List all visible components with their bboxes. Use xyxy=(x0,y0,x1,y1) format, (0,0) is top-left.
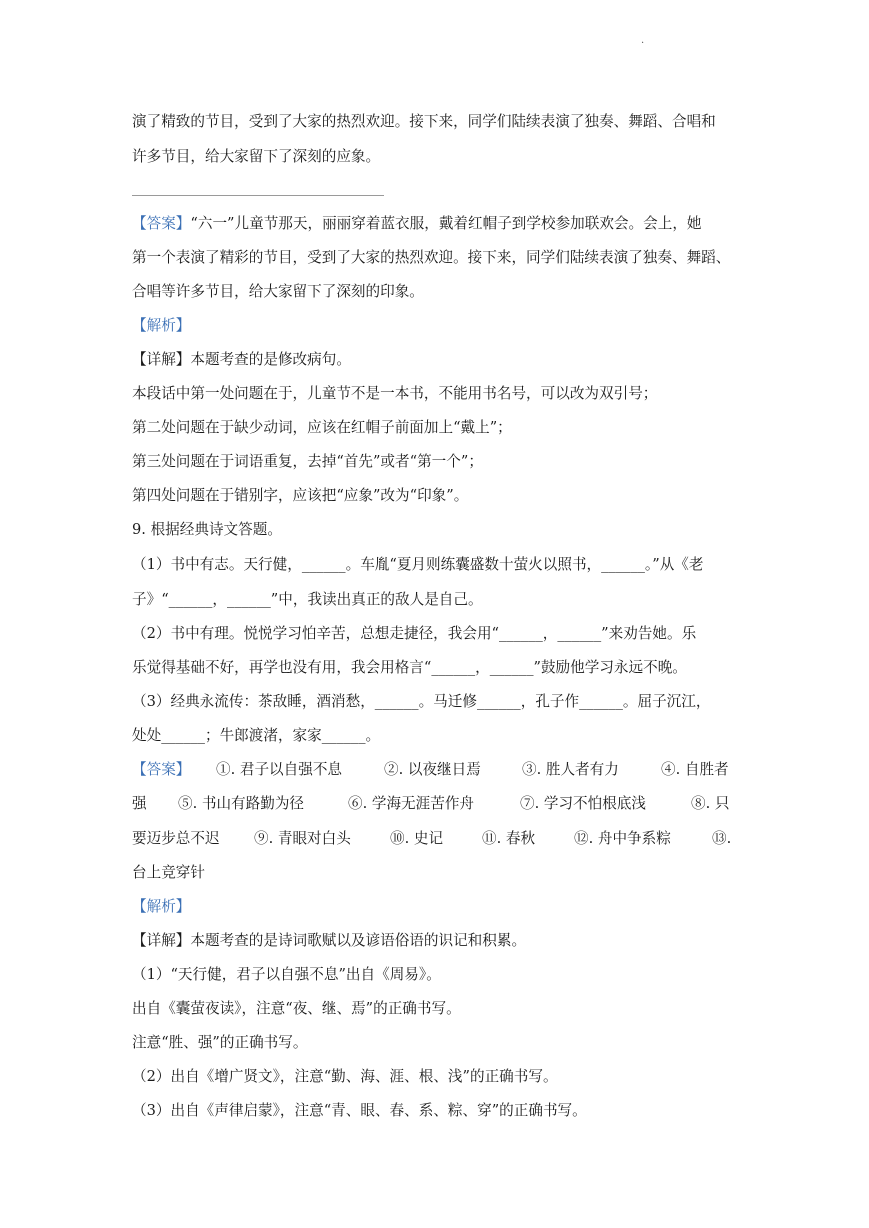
q8-point-1: 本段话中第一处问题在于，儿童节不是一本书，不能用书名号，可以改为双引号； xyxy=(132,385,658,402)
q9-note-3: 注意“胜、强”的正确书写。 xyxy=(132,1034,308,1051)
answer-item: 强 xyxy=(132,795,147,812)
answer-item: ⑥. 学海无涯苦作舟 xyxy=(348,795,475,812)
q8-detail-line xyxy=(132,349,740,371)
answer-item: ⑨. 青眼对白头 xyxy=(254,830,351,847)
answer-item: ⑪. 春秋 xyxy=(482,830,536,847)
answer-item: ⑫. 舟中争系粽 xyxy=(574,830,671,847)
answer-item: 台上竞穿针 xyxy=(132,864,205,881)
answer-item: ④. 自胜者 xyxy=(661,761,729,778)
q9-note-4: （2）出自《增广贤文》，注意“勤、海、涯、根、浅”的正确书写。 xyxy=(132,1068,558,1085)
q9-analysis-tag: 【解析】 xyxy=(132,898,191,915)
q9-line-3: （2）书中有理。悦悦学习怕辛苦，总想走捷径，我会用“______，______”来劝告她。乐 xyxy=(132,625,697,642)
q8-point-2: 第二处问题在于缺少动词，应该在红帽子前面加上“戴上”； xyxy=(132,419,512,436)
answer-item: ⑧. 只 xyxy=(691,795,730,812)
answer-item: ⑩. 史记 xyxy=(390,830,444,847)
q9-detail-text: 本题考查的是诗词歌赋以及谚语俗语的识记和积累。 xyxy=(190,932,527,949)
q9-detail-line xyxy=(132,930,740,952)
q9-note-5: （3）出自《声律启蒙》，注意“青、眼、春、系、粽、穿”的正确书写。 xyxy=(132,1102,587,1119)
detail-tag: 【详解】 xyxy=(132,351,191,368)
divider-rule xyxy=(132,195,384,196)
answer-tag: 【答案】 xyxy=(132,215,191,232)
intro-line-2: 许多节目，给大家留下了深刻的应象。 xyxy=(132,148,381,165)
q8-answer-line-3: 合唱等许多节目，给大家留下了深刻的印象。 xyxy=(132,283,424,300)
answer-item: ②. 以夜继日焉 xyxy=(384,761,481,778)
answer-item: ⑬. xyxy=(712,830,732,847)
q9-line-2: 子》“______，______”中，我读出真正的敌人是自己。 xyxy=(132,591,483,608)
q9-line-1: （1）书中有志。天行健，______。车胤“夏月则练囊盛数十萤火以照书，______。”从《老 xyxy=(132,556,704,573)
q8-answer-line-2: 第一个表演了精彩的节目，受到了大家的热烈欢迎。接下来，同学们陆续表演了独奏、舞蹈、 xyxy=(132,249,731,266)
answer-item: ⑦. 学习不怕根底浅 xyxy=(520,795,647,812)
q9-note-2: 出自《囊萤夜读》，注意“夜、继、焉”的正确书写。 xyxy=(132,1000,461,1017)
q9-answer-tag: 【答案】 xyxy=(132,761,191,778)
q9-line-5: （3）经典永流传：茶敌睡，酒消愁，______。马迁修______，孔子作______。屈子沉江， xyxy=(132,693,711,710)
q9-line-4: 乐觉得基础不好，再学也没有用，我会用格言“______，______”鼓励他学习永远不晚。 xyxy=(132,659,687,676)
q8-answer-line-1 xyxy=(132,213,740,235)
q9-title: 9. 根据经典诗文答题。 xyxy=(132,521,282,538)
detail-tag: 【详解】 xyxy=(132,932,191,949)
q9-line-6: 处处______；牛郎渡渚，家家______。 xyxy=(132,727,381,744)
q8-answer-text-1: “六一”儿童节那天，丽丽穿着蓝衣服，戴着红帽子到学校参加联欢会。会上，她 xyxy=(190,215,702,232)
answer-item: ③. 胜人者有力 xyxy=(522,761,619,778)
answer-item: ①. 君子以自强不息 xyxy=(216,761,343,778)
intro-line-1: 演了精致的节目，受到了大家的热烈欢迎。接下来，同学们陆续表演了独奏、舞蹈、合唱和 xyxy=(132,113,716,130)
answer-item: 要迈步总不迟 xyxy=(132,830,220,847)
q8-point-3: 第三处问题在于词语重复，去掉“首先”或者“第一个”； xyxy=(132,453,483,470)
q9-note-1: （1）“天行健，君子以自强不息”出自《周易》。 xyxy=(132,966,441,983)
answer-item: ⑤. 书山有路勤为径 xyxy=(178,795,305,812)
q8-analysis-tag: 【解析】 xyxy=(132,317,191,334)
q8-point-4: 第四处问题在于错别字，应该把“应象”改为“印象”。 xyxy=(132,487,469,504)
q8-detail-text: 本题考查的是修改病句。 xyxy=(190,351,351,368)
header-mark: . xyxy=(641,35,645,46)
